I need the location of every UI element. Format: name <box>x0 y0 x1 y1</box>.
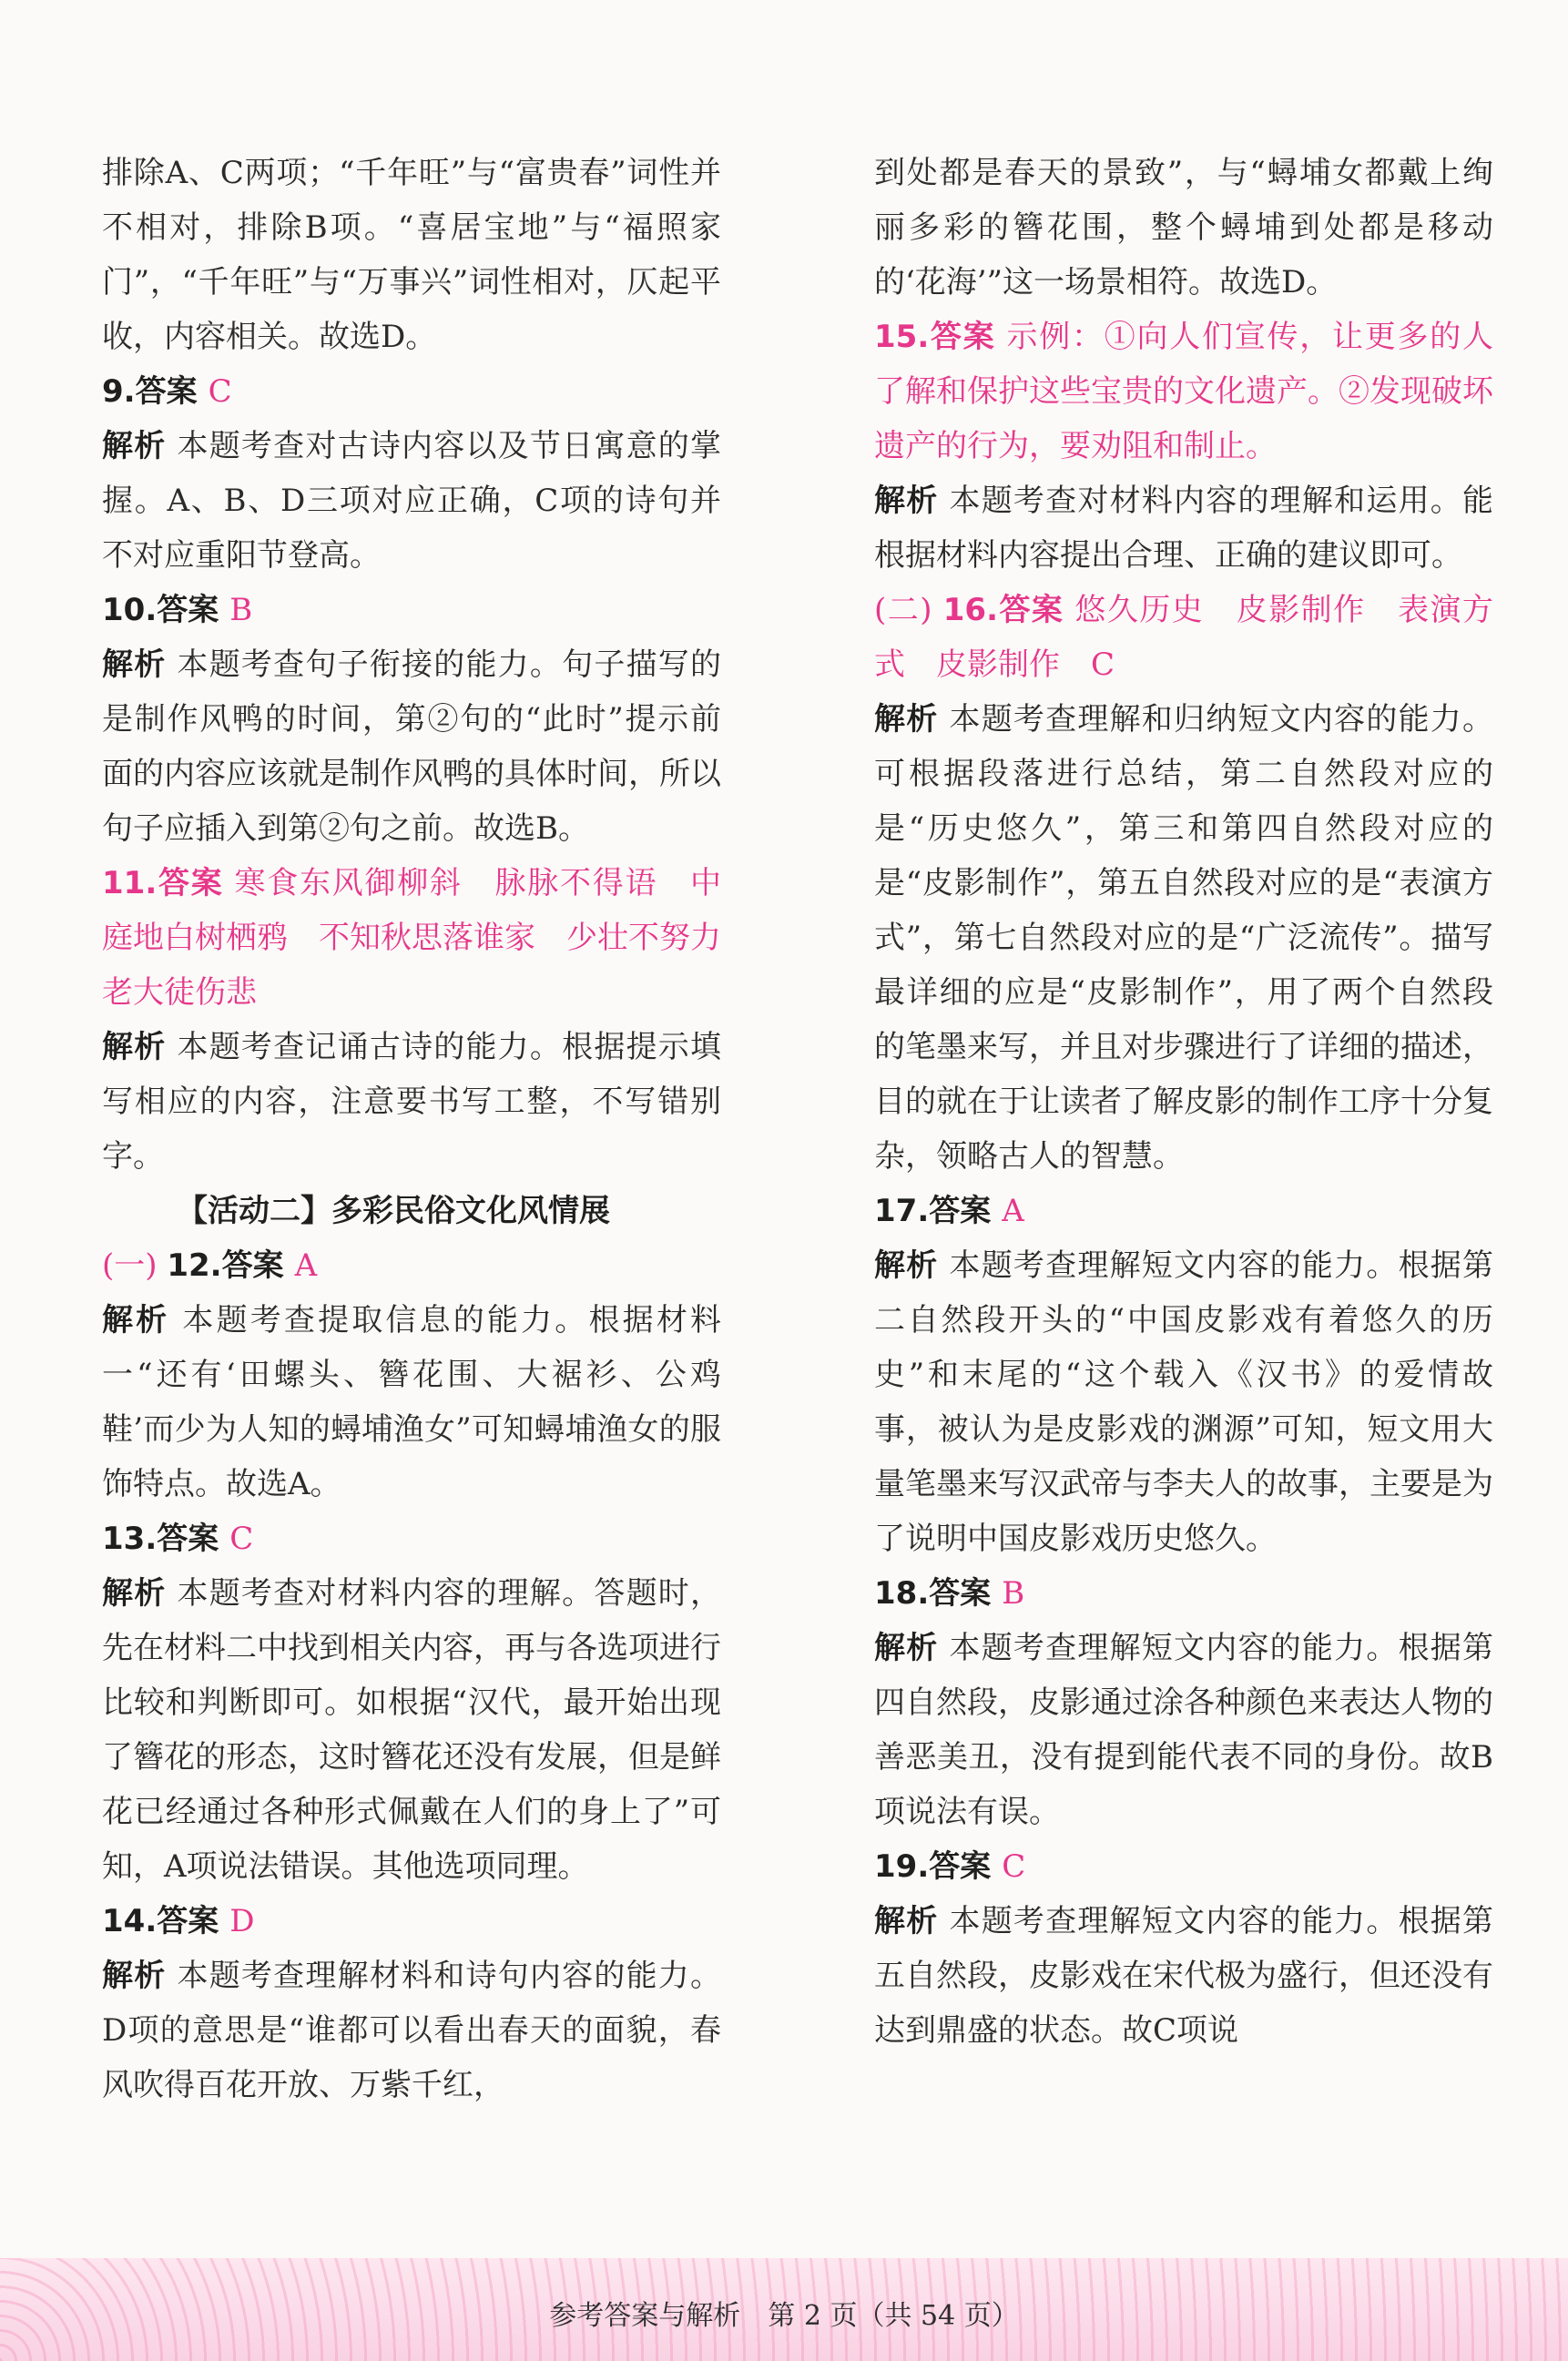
question-15-explanation <box>874 473 1493 583</box>
question-16-explanation <box>874 692 1493 1184</box>
explanation-label: 解析 <box>874 1903 939 1939</box>
question-12-explanation <box>102 1293 721 1511</box>
question-number: 11. <box>102 865 158 901</box>
question-15-answer <box>874 310 1493 473</box>
right-column <box>874 146 1493 2058</box>
explanation-text: 本题考查理解短文内容的能力。根据第五自然段，皮影戏在宋代极为盛行，但还没有达到鼎盛的状态。故C项说 <box>874 1903 1494 2049</box>
explanation-label: 解析 <box>102 1575 167 1612</box>
answer-label: 答案 <box>157 1903 219 1939</box>
question-number: 9. <box>102 373 136 410</box>
part-prefix: (二) <box>874 592 932 628</box>
question-number: 14. <box>102 1903 158 1939</box>
explanation-text: 本题考查理解短文内容的能力。根据第四自然段，皮影通过涂各种颜色来表达人物的善恶美丑，没有提到能代表不同的身份。故B项说法有误。 <box>874 1630 1494 1830</box>
explanation-text: 本题考查理解短文内容的能力。根据第二自然段开头的“中国皮影戏有着悠久的历史”和末尾的“这个载入《汉书》的爱情故事，被认为是皮影戏的渊源”可知，短文用大量笔墨来写汉武帝与李夫人的故事，主要是为了说明中国皮影戏历史悠久。 <box>874 1247 1494 1557</box>
question-11-explanation <box>102 1020 721 1184</box>
answer-value: 寒食东风御柳斜 脉脉不得语 中庭地白树栖鸦 不知秋思落谁家 少壮不努力 老大徒伤悲 <box>102 865 752 1011</box>
question-17-explanation <box>874 1238 1493 1566</box>
explanation-text: 本题考查对材料内容的理解。答题时，先在材料二中找到相关内容，再与各选项进行比较和判断即可。如根据“汉代，最开始出现了簪花的形态，这时簪花还没有发展，但是鲜花已经通过各种形式佩戴在人们的身上了”可知，A项说法错误。其他选项同理。 <box>102 1575 722 1885</box>
answer-value: C <box>208 373 232 410</box>
explanation-label: 解析 <box>102 1029 167 1065</box>
question-13-answer <box>102 1511 721 1566</box>
explanation-label: 解析 <box>102 646 167 683</box>
explanation-label: 解析 <box>874 1247 939 1284</box>
explanation-label: 解析 <box>874 483 939 519</box>
question-number: 15. <box>874 319 930 355</box>
answer-label: 答案 <box>929 319 996 355</box>
explanation-text: 本题考查提取信息的能力。根据材料一“还有‘田螺头、簪花围、大裾衫、公鸡鞋’而少为人知的蟳埔渔女”可知蟳埔渔女的服饰特点。故选A。 <box>102 1302 722 1502</box>
question-10-answer <box>102 583 721 637</box>
answer-label: 答案 <box>157 1521 219 1557</box>
explanation-text: 本题考查理解和归纳短文内容的能力。可根据段落进行总结，第二自然段对应的是“历史悠久”，第三和第四自然段对应的是“皮影制作”，第五自然段对应的是“表演方式”，第七自然段对应的是“广泛流传”。描写最详细的应是“皮影制作”，用了两个自然段的笔墨来写，并且对步骤进行了详细的描述，目的就在于让读者了解皮影的制作工序十分复杂，领略古人的智慧。 <box>874 701 1494 1175</box>
question-number: 10. <box>102 592 158 628</box>
answer-value: C <box>1002 1848 1026 1885</box>
answer-value: 悠久历史 皮影制作 表演方式 皮影制作 C <box>874 592 1494 683</box>
question-number: 18. <box>874 1575 930 1612</box>
left-column <box>102 146 752 2112</box>
explanation-label: 解析 <box>874 1630 939 1666</box>
answer-label: 答案 <box>135 373 198 410</box>
question-number: 17. <box>874 1193 930 1229</box>
question-number: 19. <box>874 1848 930 1885</box>
question-number: 13. <box>102 1521 158 1557</box>
explanation-label: 解析 <box>102 1958 167 1994</box>
answer-value: B <box>1002 1575 1025 1612</box>
question-9-explanation <box>102 419 721 583</box>
question-18-explanation <box>874 1621 1493 1839</box>
explanation-label: 解析 <box>874 701 939 738</box>
question-11-answer <box>102 856 752 1020</box>
question-10-explanation <box>102 637 721 856</box>
answer-label: 答案 <box>929 1193 992 1229</box>
answer-label: 答案 <box>929 1848 992 1885</box>
question-13-explanation <box>102 1566 721 1894</box>
question-18-answer <box>874 1566 1493 1621</box>
question-number: 16. <box>942 592 998 628</box>
footer-page-info: 参考答案与解析 第 2 页（共 54 页） <box>549 2300 1019 2332</box>
answer-value: B <box>229 592 253 628</box>
answer-value: 示例：①向人们宣传，让更多的人了解和保护这些宝贵的文化遗产。②发现破坏遗产的行为，要劝阻和制止。 <box>874 319 1494 464</box>
page-footer <box>0 2258 1568 2361</box>
answer-value: D <box>229 1903 255 1939</box>
explanation-label: 解析 <box>102 428 167 464</box>
question-17-answer <box>874 1184 1493 1238</box>
explanation-text: 本题考查对古诗内容以及节日寓意的掌握。A、B、D三项对应正确，C项的诗句并不对应重阳节登高。 <box>102 428 722 574</box>
answer-label: 答案 <box>997 592 1064 628</box>
question-19-answer <box>874 1839 1493 1894</box>
explanation-label: 解析 <box>102 1302 170 1338</box>
question-16-answer <box>874 583 1493 692</box>
paragraph-continued: 排除A、C两项；“千年旺”与“富贵春”词性并不相对，排除B项。“喜居宝地”与“福照家门”，“千年旺”与“万事兴”词性相对，仄起平收，内容相关。故选D。 <box>102 155 721 355</box>
question-19-explanation <box>874 1894 1493 2058</box>
answer-value: C <box>229 1521 254 1557</box>
question-number: 12. <box>167 1247 222 1284</box>
question-9-answer <box>102 364 721 419</box>
answer-value: A <box>1002 1193 1024 1229</box>
paragraph-continued: 到处都是春天的景致”，与“蟳埔女都戴上绚丽多彩的簪花围，整个蟳埔到处都是移动的‘花海’”这一场景相符。故选D。 <box>874 155 1493 300</box>
answer-label: 答案 <box>929 1575 992 1612</box>
answer-label: 答案 <box>157 592 219 628</box>
answer-label: 答案 <box>157 865 224 901</box>
answer-label: 答案 <box>221 1247 284 1284</box>
section-heading: 【活动二】多彩民俗文化风情展 <box>177 1193 610 1229</box>
answer-value: A <box>294 1247 318 1284</box>
question-14-answer <box>102 1894 721 1949</box>
explanation-text: 本题考查记诵古诗的能力。根据提示填写相应的内容，注意要书写工整，不写错别字。 <box>102 1029 722 1175</box>
explanation-text: 本题考查句子衔接的能力。句子描写的是制作风鸭的时间，第②句的“此时”提示前面的内容应该就是制作风鸭的具体时间，所以句子应插入到第②句之前。故选B。 <box>102 646 722 847</box>
explanation-text: 本题考查对材料内容的理解和运用。能根据材料内容提出合理、正确的建议即可。 <box>874 483 1494 574</box>
question-12-answer <box>102 1238 721 1293</box>
question-14-explanation <box>102 1949 721 2112</box>
explanation-text: 本题考查理解材料和诗句内容的能力。D项的意思是“谁都可以看出春天的面貌，春风吹得百花开放、万紫千红， <box>102 1958 722 2103</box>
part-prefix: (一) <box>102 1247 158 1284</box>
